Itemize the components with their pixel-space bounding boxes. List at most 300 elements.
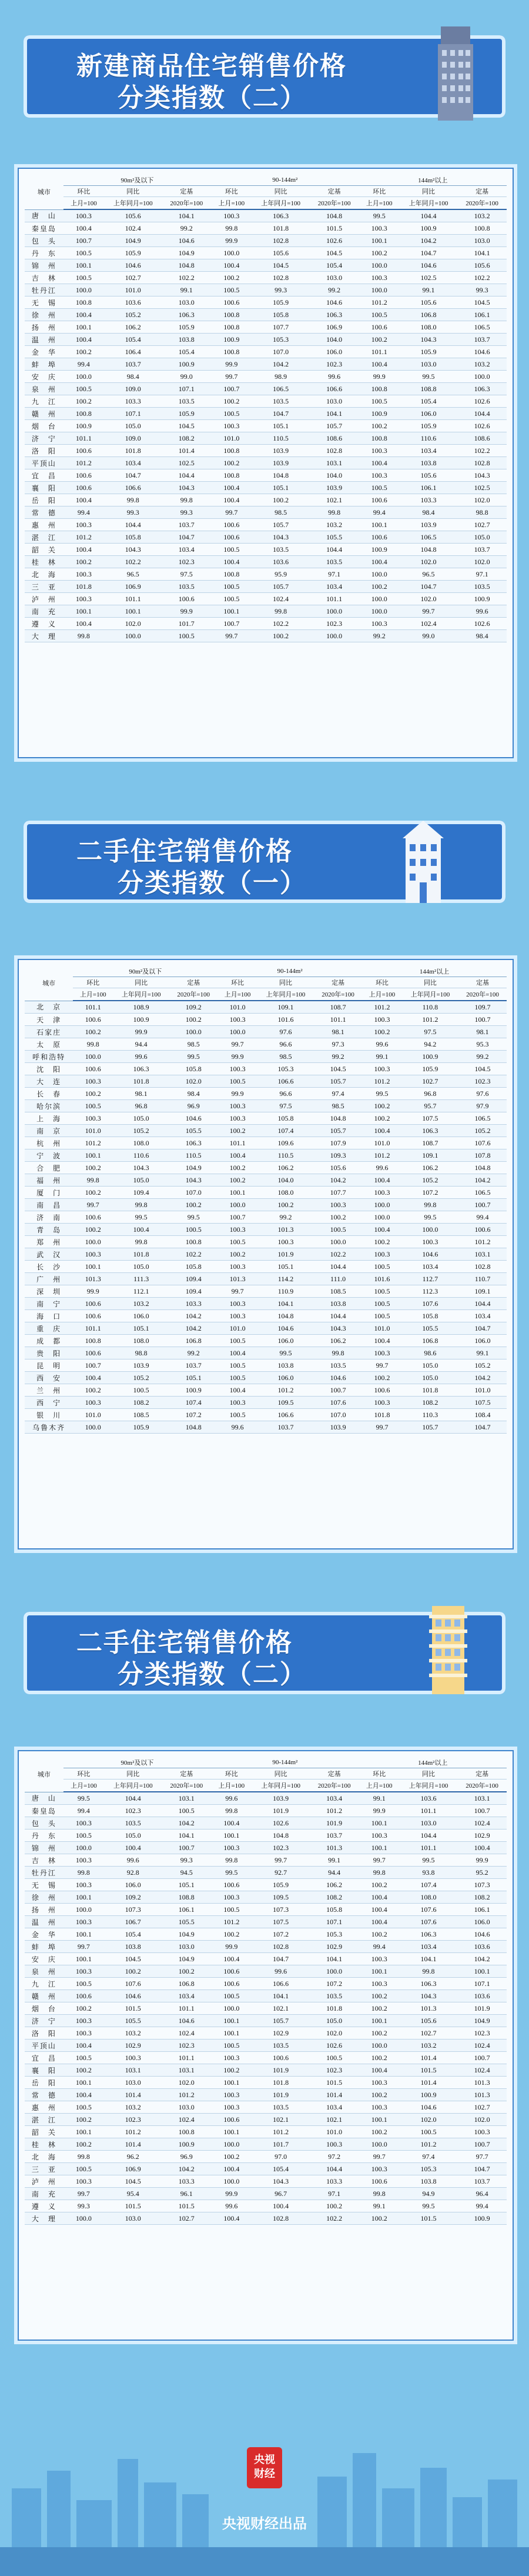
index-cell: 104.7 — [252, 1953, 309, 1965]
index-cell: 105.0 — [113, 1174, 169, 1187]
index-cell: 96.6 — [257, 1038, 314, 1051]
index-cell: 104.3 — [314, 1322, 362, 1335]
index-cell: 106.5 — [458, 1112, 507, 1125]
sub-base: 定基 — [162, 1768, 211, 1779]
index-cell: 104.4 — [310, 2163, 359, 2175]
index-cell: 102.4 — [457, 1817, 507, 1829]
index-cell: 97.6 — [458, 1088, 507, 1100]
city-cell: 岳 阳 — [25, 2077, 63, 2089]
index-cell: 96.5 — [104, 568, 162, 581]
banner-title — [76, 836, 307, 899]
index-cell: 95.9 — [252, 568, 309, 581]
index-cell: 105.1 — [113, 1322, 169, 1335]
table-row — [25, 1372, 507, 1384]
index-cell: 100.5 — [400, 2126, 457, 2138]
mom-base: 上月=100 — [362, 988, 402, 1001]
index-cell: 104.6 — [314, 1372, 362, 1384]
index-cell: 109.1 — [257, 1001, 314, 1014]
index-cell: 104.9 — [162, 1928, 211, 1941]
fixed-base: 2020年=100 — [457, 1779, 507, 1792]
group-large: 144m²以上 — [359, 1757, 507, 1768]
index-cell: 99.3 — [162, 1854, 211, 1867]
index-cell: 100.2 — [73, 1187, 113, 1199]
index-cell: 100.0 — [63, 2212, 104, 2225]
index-cell: 99.6 — [211, 1792, 252, 1805]
index-cell: 100.3 — [359, 2101, 400, 2114]
index-cell: 103.4 — [162, 544, 211, 556]
city-cell: 唐 山 — [25, 209, 63, 222]
fixed-base: 2020年=100 — [162, 1779, 211, 1792]
index-cell: 105.4 — [310, 259, 359, 272]
banner-title-line1: 新建商品住宅销售价格 — [76, 51, 347, 81]
index-cell: 104.6 — [457, 346, 507, 358]
index-cell: 100.3 — [359, 618, 400, 630]
index-cell: 100.4 — [359, 556, 400, 568]
index-cell: 100.6 — [359, 2175, 400, 2188]
city-cell: 三 亚 — [25, 581, 63, 593]
index-cell: 100.4 — [359, 2064, 400, 2077]
index-cell: 100.2 — [63, 2002, 104, 2015]
index-cell: 109.2 — [169, 1001, 217, 1014]
city-cell: 湛 江 — [25, 531, 63, 544]
col-city: 城市 — [25, 1757, 63, 1792]
index-cell: 96.8 — [402, 1088, 458, 1100]
city-cell: 常 德 — [25, 506, 63, 519]
index-cell: 105.2 — [458, 1359, 507, 1372]
city-cell: 唐 山 — [25, 1792, 63, 1805]
index-cell: 104.2 — [162, 2163, 211, 2175]
index-cell: 102.0 — [169, 1075, 217, 1088]
city-cell: 南 京 — [25, 1125, 73, 1137]
index-cell: 110.8 — [402, 1001, 458, 1014]
index-cell: 102.2 — [104, 556, 162, 568]
index-cell: 100.6 — [359, 321, 400, 334]
city-cell: 锦 州 — [25, 1842, 63, 1854]
index-cell: 102.9 — [104, 2040, 162, 2052]
table-row — [25, 630, 507, 642]
index-cell: 100.2 — [211, 395, 252, 408]
index-cell: 99.5 — [113, 1211, 169, 1224]
index-cell: 100.7 — [162, 1842, 211, 1854]
city-cell: 襄 阳 — [25, 2064, 63, 2077]
index-cell: 98.4 — [104, 371, 162, 383]
index-cell: 96.4 — [457, 2188, 507, 2200]
index-cell: 95.2 — [457, 1867, 507, 1879]
index-cell: 105.6 — [252, 247, 309, 259]
index-cell: 99.7 — [252, 1854, 309, 1867]
index-cell: 104.0 — [257, 1174, 314, 1187]
index-cell: 107.8 — [458, 1149, 507, 1162]
city-cell: 福 州 — [25, 1174, 73, 1187]
index-cell: 107.7 — [252, 321, 309, 334]
yoy-base: 上年同月=100 — [113, 988, 169, 1001]
index-cell: 100.1 — [63, 1928, 104, 1941]
index-cell: 108.9 — [113, 1001, 169, 1014]
sub-mom: 环比 — [217, 977, 257, 988]
table-row — [25, 506, 507, 519]
table-row — [25, 1421, 507, 1434]
index-cell: 100.2 — [359, 2089, 400, 2101]
index-cell: 99.5 — [400, 1854, 457, 1867]
index-cell: 99.7 — [359, 1854, 400, 1867]
index-cell: 100.4 — [63, 2040, 104, 2052]
sub-mom: 环比 — [63, 186, 104, 197]
index-cell: 105.6 — [457, 259, 507, 272]
index-cell: 108.4 — [458, 1409, 507, 1421]
table-row — [25, 371, 507, 383]
index-cell: 100.5 — [211, 1990, 252, 2002]
city-cell: 牡丹江 — [25, 1867, 63, 1879]
table-row — [25, 408, 507, 420]
index-cell: 102.8 — [457, 457, 507, 469]
index-cell: 106.3 — [457, 383, 507, 395]
index-cell: 100.6 — [362, 1384, 402, 1397]
index-cell: 104.6 — [104, 1990, 162, 2002]
index-cell: 103.2 — [400, 2040, 457, 2052]
banner-title — [76, 51, 347, 114]
index-cell: 108.5 — [314, 1285, 362, 1298]
index-cell: 107.4 — [400, 1879, 457, 1891]
table-row — [25, 1397, 507, 1409]
index-cell: 100.4 — [211, 1953, 252, 1965]
index-cell: 100.4 — [104, 1842, 162, 1854]
index-cell: 100.0 — [73, 1236, 113, 1248]
index-cell: 106.3 — [400, 1978, 457, 1990]
index-cell: 100.5 — [217, 1335, 257, 1347]
index-cell: 105.0 — [113, 1261, 169, 1273]
index-cell: 100.8 — [211, 445, 252, 457]
index-cell: 107.0 — [169, 1187, 217, 1199]
index-cell: 108.0 — [257, 1187, 314, 1199]
index-cell: 100.1 — [211, 2077, 252, 2089]
index-cell: 100.8 — [211, 568, 252, 581]
index-cell: 103.4 — [310, 1792, 359, 1805]
index-table-card — [18, 959, 514, 1549]
index-cell: 104.3 — [252, 2175, 309, 2188]
index-cell: 99.7 — [63, 2188, 104, 2200]
index-cell: 106.6 — [252, 1978, 309, 1990]
index-cell: 100.3 — [362, 1347, 402, 1359]
index-cell: 100.6 — [73, 1211, 113, 1224]
index-cell: 106.6 — [310, 383, 359, 395]
index-cell: 100.9 — [457, 2212, 507, 2225]
index-cell: 103.7 — [457, 2175, 507, 2188]
index-cell: 106.3 — [169, 1137, 217, 1149]
index-cell: 109.1 — [402, 1149, 458, 1162]
index-cell: 103.5 — [104, 1817, 162, 1829]
sub-yoy: 同比 — [104, 1768, 162, 1779]
index-cell: 107.9 — [314, 1137, 362, 1149]
table-row — [25, 1941, 507, 1953]
index-cell: 100.8 — [73, 1335, 113, 1347]
index-cell: 101.2 — [362, 1149, 402, 1162]
index-cell: 104.1 — [257, 1298, 314, 1310]
index-cell: 97.3 — [314, 1038, 362, 1051]
index-cell: 105.0 — [104, 420, 162, 432]
table-row — [25, 334, 507, 346]
city-cell: 秦皇岛 — [25, 222, 63, 235]
index-cell: 103.9 — [314, 1421, 362, 1434]
city-cell: 惠 州 — [25, 519, 63, 531]
index-cell: 100.2 — [63, 2114, 104, 2126]
sub-yoy: 同比 — [400, 186, 457, 197]
index-cell: 99.2 — [169, 1347, 217, 1359]
table-row — [25, 1298, 507, 1310]
index-cell: 104.2 — [314, 1174, 362, 1187]
table-row — [25, 2138, 507, 2151]
yoy-base: 上年同月=100 — [252, 197, 309, 210]
col-city: 城市 — [25, 175, 63, 209]
index-cell: 105.6 — [314, 1162, 362, 1174]
group-medium: 90-144m² — [211, 175, 359, 186]
index-cell: 99.1 — [362, 1051, 402, 1063]
index-cell: 99.8 — [63, 2151, 104, 2163]
index-cell: 101.4 — [104, 2089, 162, 2101]
table-row — [25, 1409, 507, 1421]
index-cell: 102.9 — [252, 2027, 309, 2040]
index-cell: 103.7 — [457, 334, 507, 346]
index-cell: 105.5 — [162, 1916, 211, 1928]
index-cell: 100.3 — [63, 1916, 104, 1928]
table-row — [25, 1001, 507, 1014]
index-cell: 106.2 — [257, 1162, 314, 1174]
index-cell: 98.8 — [457, 506, 507, 519]
index-cell: 103.1 — [162, 1792, 211, 1805]
index-cell: 102.6 — [457, 618, 507, 630]
index-cell: 106.1 — [162, 1904, 211, 1916]
city-cell: 广 州 — [25, 1273, 73, 1285]
city-cell: 蚌 埠 — [25, 1941, 63, 1953]
index-cell: 101.8 — [252, 2077, 309, 2089]
index-cell: 99.4 — [359, 1941, 400, 1953]
table-row — [25, 544, 507, 556]
index-cell: 102.3 — [104, 1805, 162, 1817]
city-cell: 无 锡 — [25, 296, 63, 309]
index-cell: 100.3 — [362, 1063, 402, 1075]
index-cell: 103.4 — [458, 1310, 507, 1322]
index-cell: 106.8 — [162, 1978, 211, 1990]
index-cell: 100.2 — [73, 1162, 113, 1174]
index-cell: 100.3 — [362, 1187, 402, 1199]
table-row — [25, 1805, 507, 1817]
index-cell: 99.5 — [402, 1211, 458, 1224]
index-cell: 105.8 — [104, 531, 162, 544]
index-cell: 97.5 — [402, 1026, 458, 1038]
sub-mom: 环比 — [359, 1768, 400, 1779]
index-cell: 101.3 — [257, 1224, 314, 1236]
index-cell: 100.9 — [162, 358, 211, 371]
index-cell: 102.2 — [169, 1248, 217, 1261]
index-cell: 101.2 — [73, 1137, 113, 1149]
index-cell: 101.3 — [457, 2077, 507, 2089]
index-cell: 99.5 — [169, 1051, 217, 1063]
index-cell: 96.9 — [162, 2151, 211, 2163]
table-row — [25, 531, 507, 544]
index-cell: 102.8 — [252, 272, 309, 284]
index-cell: 101.1 — [162, 2002, 211, 2015]
index-cell: 100.4 — [211, 494, 252, 506]
index-cell: 114.2 — [257, 1273, 314, 1285]
index-cell: 100.3 — [359, 445, 400, 457]
index-cell: 104.3 — [400, 1990, 457, 2002]
index-cell: 100.6 — [73, 1063, 113, 1075]
index-cell: 103.8 — [162, 334, 211, 346]
table-row — [25, 469, 507, 482]
fixed-base: 2020年=100 — [169, 988, 217, 1001]
index-cell: 100.5 — [211, 544, 252, 556]
index-cell: 104.5 — [310, 247, 359, 259]
sub-base: 定基 — [310, 1768, 359, 1779]
index-cell: 97.4 — [400, 2151, 457, 2163]
index-cell: 103.6 — [457, 1941, 507, 1953]
index-cell: 100.8 — [63, 296, 104, 309]
index-cell: 100.3 — [211, 1891, 252, 1904]
index-cell: 100.5 — [362, 1298, 402, 1310]
index-cell: 101.8 — [104, 445, 162, 457]
index-cell: 100.3 — [359, 222, 400, 235]
index-cell: 106.5 — [457, 321, 507, 334]
index-cell: 102.1 — [310, 2114, 359, 2126]
index-cell: 103.5 — [252, 2040, 309, 2052]
index-cell: 103.2 — [113, 1298, 169, 1310]
index-cell: 101.1 — [162, 2052, 211, 2064]
index-table-card — [18, 168, 514, 758]
index-cell: 103.4 — [400, 445, 457, 457]
index-cell: 100.3 — [457, 2126, 507, 2138]
table-row — [25, 2040, 507, 2052]
index-cell: 104.4 — [400, 209, 457, 222]
index-cell: 100.9 — [211, 334, 252, 346]
city-cell: 厦 门 — [25, 1187, 73, 1199]
index-cell: 103.0 — [310, 272, 359, 284]
index-cell: 106.1 — [457, 1904, 507, 1916]
index-cell: 100.1 — [63, 2077, 104, 2089]
group-medium: 90-144m² — [211, 1757, 359, 1768]
index-cell: 99.5 — [400, 371, 457, 383]
group-small: 90m²及以下 — [63, 175, 211, 186]
index-cell: 106.1 — [457, 309, 507, 321]
index-cell: 103.5 — [310, 556, 359, 568]
table-row — [25, 1990, 507, 2002]
index-cell: 104.7 — [458, 1421, 507, 1434]
index-cell: 102.0 — [457, 2114, 507, 2126]
table-row — [25, 2163, 507, 2175]
index-cell: 105.8 — [310, 1904, 359, 1916]
table-row — [25, 1854, 507, 1867]
index-cell: 107.3 — [252, 1904, 309, 1916]
index-cell: 105.7 — [402, 1421, 458, 1434]
table-row — [25, 1162, 507, 1174]
table-row — [25, 1088, 507, 1100]
index-cell: 103.2 — [457, 358, 507, 371]
index-cell: 104.3 — [162, 482, 211, 494]
mom-base: 上月=100 — [63, 197, 104, 210]
index-cell: 100.3 — [362, 1397, 402, 1409]
index-cell: 106.0 — [310, 346, 359, 358]
index-cell: 100.6 — [63, 482, 104, 494]
city-cell: 深 圳 — [25, 1285, 73, 1298]
index-cell: 102.2 — [314, 1248, 362, 1261]
index-cell: 102.3 — [104, 2114, 162, 2126]
index-cell: 100.3 — [217, 1224, 257, 1236]
table-row — [25, 1112, 507, 1125]
index-cell: 106.2 — [310, 1879, 359, 1891]
index-cell: 99.7 — [211, 630, 252, 642]
index-cell: 105.1 — [169, 1372, 217, 1384]
index-cell: 107.2 — [252, 1928, 309, 1941]
index-cell: 100.7 — [63, 235, 104, 247]
index-cell: 100.4 — [457, 1842, 507, 1854]
index-cell: 104.6 — [310, 296, 359, 309]
index-cell: 100.4 — [63, 494, 104, 506]
index-cell: 100.9 — [359, 408, 400, 420]
index-cell: 107.5 — [402, 1112, 458, 1125]
index-cell: 106.3 — [310, 309, 359, 321]
index-cell: 100.3 — [63, 568, 104, 581]
index-cell: 107.0 — [252, 346, 309, 358]
index-cell: 100.3 — [217, 1298, 257, 1310]
index-cell: 102.5 — [162, 457, 211, 469]
table-row — [25, 383, 507, 395]
index-cell: 110.6 — [113, 1149, 169, 1162]
index-cell: 100.2 — [362, 1026, 402, 1038]
index-cell: 94.4 — [113, 1038, 169, 1051]
index-cell: 103.0 — [104, 2212, 162, 2225]
index-cell: 100.2 — [359, 334, 400, 346]
index-cell: 103.9 — [252, 445, 309, 457]
index-cell: 106.8 — [169, 1335, 217, 1347]
index-cell: 99.0 — [162, 371, 211, 383]
index-cell: 100.4 — [359, 1916, 400, 1928]
index-cell: 100.5 — [310, 2052, 359, 2064]
index-cell: 101.4 — [400, 2077, 457, 2089]
index-cell: 105.1 — [257, 1261, 314, 1273]
table-row — [25, 618, 507, 630]
index-cell: 99.9 — [211, 235, 252, 247]
index-cell: 100.0 — [63, 1904, 104, 1916]
index-cell: 101.1 — [400, 1842, 457, 1854]
index-cell: 101.1 — [400, 1805, 457, 1817]
index-cell: 106.9 — [104, 581, 162, 593]
index-table — [25, 1757, 507, 2225]
index-cell: 102.3 — [252, 1842, 309, 1854]
section-banner — [24, 821, 505, 903]
table-row — [25, 2027, 507, 2040]
city-cell: 长 沙 — [25, 1261, 73, 1273]
index-cell: 104.6 — [400, 259, 457, 272]
index-cell: 100.6 — [211, 1965, 252, 1978]
index-cell: 105.2 — [113, 1125, 169, 1137]
index-cell: 104.1 — [162, 1829, 211, 1842]
index-cell: 100.4 — [359, 457, 400, 469]
index-cell: 100.3 — [73, 1397, 113, 1409]
index-cell: 101.5 — [400, 2064, 457, 2077]
index-cell: 100.1 — [211, 2015, 252, 2027]
index-cell: 100.0 — [169, 1026, 217, 1038]
table-row — [25, 346, 507, 358]
group-small: 90m²及以下 — [73, 966, 217, 977]
index-cell: 100.0 — [359, 284, 400, 296]
index-cell: 104.4 — [400, 1829, 457, 1842]
index-cell: 112.7 — [402, 1273, 458, 1285]
index-cell: 98.5 — [169, 1038, 217, 1051]
index-cell: 105.6 — [104, 209, 162, 222]
index-cell: 100.0 — [359, 605, 400, 618]
index-cell: 100.5 — [211, 284, 252, 296]
index-cell: 104.8 — [314, 1112, 362, 1125]
index-cell: 101.0 — [73, 1409, 113, 1421]
index-cell: 100.3 — [217, 1063, 257, 1075]
